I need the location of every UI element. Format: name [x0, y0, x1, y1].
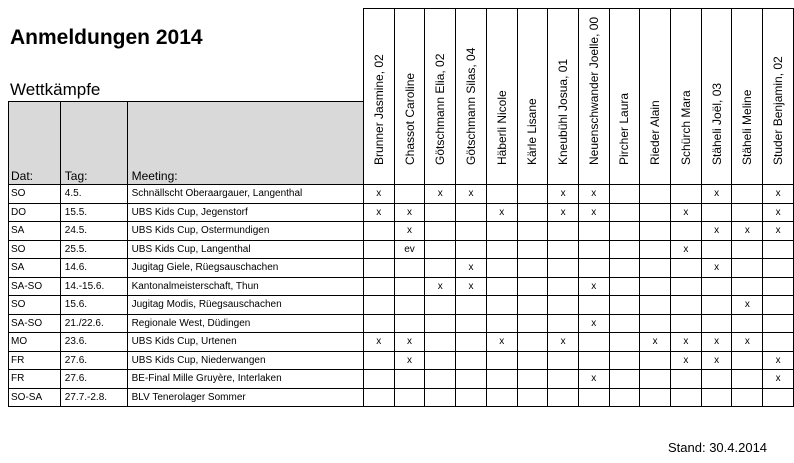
- row-meeting: BE-Final Mille Gruyère, Interlaken: [127, 370, 363, 389]
- registration-mark: [486, 388, 517, 407]
- registration-mark: [701, 314, 732, 333]
- registration-mark: [517, 388, 548, 407]
- registration-mark: x: [394, 351, 425, 370]
- registration-mark: [394, 259, 425, 278]
- registration-mark: [732, 314, 763, 333]
- athlete-name: Rieder Alain: [648, 100, 663, 165]
- registration-mark: [486, 277, 517, 296]
- registration-mark: [671, 185, 702, 204]
- registration-mark: [671, 222, 702, 241]
- registration-mark: [517, 351, 548, 370]
- registration-mark: [548, 370, 579, 389]
- athlete-name: Kneubühl Josua, 01: [556, 58, 571, 165]
- registration-mark: x: [763, 203, 794, 222]
- registration-mark: [578, 333, 609, 352]
- row-day: DO: [9, 203, 61, 222]
- table-row: [9, 203, 794, 222]
- registration-mark: [517, 277, 548, 296]
- registration-mark: [671, 277, 702, 296]
- registration-mark: [640, 203, 671, 222]
- registration-mark: x: [425, 185, 456, 204]
- registration-mark: [732, 259, 763, 278]
- row-meeting: Regionale West, Düdingen: [127, 314, 363, 333]
- registration-mark: [486, 314, 517, 333]
- athlete-header: [609, 9, 640, 185]
- registration-mark: [425, 222, 456, 241]
- athlete-header: [425, 9, 456, 185]
- registration-mark: [732, 203, 763, 222]
- registration-mark: x: [548, 185, 579, 204]
- registration-mark: x: [640, 333, 671, 352]
- row-date: 15.6.: [60, 296, 127, 315]
- row-date: 27.6.: [60, 370, 127, 389]
- row-meeting: Kantonalmeisterschaft, Thun: [127, 277, 363, 296]
- registration-mark: [763, 333, 794, 352]
- registration-mark: [609, 185, 640, 204]
- registration-mark: [456, 222, 487, 241]
- row-meeting: Schnällscht Oberaargauer, Langenthal: [127, 185, 363, 204]
- row-date: 14.-15.6.: [60, 277, 127, 296]
- registration-mark: x: [578, 185, 609, 204]
- registration-mark: x: [486, 333, 517, 352]
- registration-mark: x: [578, 277, 609, 296]
- registration-mark: [732, 240, 763, 259]
- athlete-header: [486, 9, 517, 185]
- row-day: MO: [9, 333, 61, 352]
- registration-mark: [363, 351, 394, 370]
- row-day: FR: [9, 351, 61, 370]
- registration-mark: x: [394, 203, 425, 222]
- athlete-name: Stäheli Meline: [740, 89, 755, 165]
- registration-mark: x: [548, 333, 579, 352]
- registration-mark: [517, 333, 548, 352]
- registration-mark: x: [578, 203, 609, 222]
- registration-mark: [486, 240, 517, 259]
- registration-mark: [609, 203, 640, 222]
- registration-mark: x: [701, 351, 732, 370]
- registration-mark: [609, 222, 640, 241]
- registration-mark: [578, 222, 609, 241]
- athlete-name: Götschmann Silas, 04: [463, 47, 478, 165]
- registration-mark: [640, 370, 671, 389]
- registration-mark: [609, 333, 640, 352]
- registration-mark: [363, 277, 394, 296]
- registration-mark: [456, 370, 487, 389]
- athlete-name: Neuenschwander Joelle, 00: [586, 16, 601, 165]
- table-row: [9, 277, 794, 296]
- athlete-header: [394, 9, 425, 185]
- registration-mark: [548, 277, 579, 296]
- athlete-header: [763, 9, 794, 185]
- registration-mark: [425, 370, 456, 389]
- registration-mark: [425, 351, 456, 370]
- table-row: [9, 222, 794, 241]
- registration-mark: [640, 277, 671, 296]
- column-header-meeting: Meeting:: [127, 102, 363, 185]
- registration-mark: x: [548, 203, 579, 222]
- registration-mark: x: [363, 185, 394, 204]
- row-date: 24.5.: [60, 222, 127, 241]
- registration-mark: [548, 296, 579, 315]
- registration-mark: [548, 240, 579, 259]
- registration-mark: [640, 351, 671, 370]
- registration-mark: [425, 259, 456, 278]
- registration-mark: [363, 240, 394, 259]
- registration-mark: [363, 388, 394, 407]
- registration-mark: [732, 370, 763, 389]
- registration-mark: x: [456, 277, 487, 296]
- registration-mark: [640, 240, 671, 259]
- stand-date: Stand: 30.4.2014: [668, 440, 768, 455]
- table-row: [9, 333, 794, 352]
- athlete-header: [548, 9, 579, 185]
- registration-mark: [701, 388, 732, 407]
- registration-mark: [394, 370, 425, 389]
- registration-table: [8, 8, 794, 407]
- registration-mark: [609, 277, 640, 296]
- registration-mark: [425, 333, 456, 352]
- registration-mark: [578, 388, 609, 407]
- registration-mark: x: [671, 203, 702, 222]
- registration-mark: [732, 388, 763, 407]
- athlete-name: Pircher Laura: [617, 92, 632, 165]
- row-date: 15.5.: [60, 203, 127, 222]
- registration-mark: [456, 240, 487, 259]
- row-meeting: UBS Kids Cup, Langenthal: [127, 240, 363, 259]
- registration-mark: [701, 203, 732, 222]
- registration-mark: [517, 185, 548, 204]
- registration-mark: [456, 296, 487, 315]
- athlete-name: Kärle Lisane: [525, 98, 540, 165]
- athlete-header: [578, 9, 609, 185]
- registration-mark: x: [578, 370, 609, 389]
- table-row: [9, 370, 794, 389]
- column-header-dat: Dat:: [9, 102, 61, 185]
- athlete-name: Götschmann Elia, 02: [433, 53, 448, 165]
- registration-mark: [578, 259, 609, 278]
- registration-mark: [640, 259, 671, 278]
- registration-mark: [763, 314, 794, 333]
- registration-mark: [486, 351, 517, 370]
- athlete-header-row: [9, 9, 794, 102]
- athlete-header: [701, 9, 732, 185]
- registration-mark: [609, 370, 640, 389]
- registration-mark: [548, 388, 579, 407]
- row-date: 25.5.: [60, 240, 127, 259]
- registration-mark: x: [701, 333, 732, 352]
- registration-mark: x: [456, 185, 487, 204]
- registration-mark: [486, 296, 517, 315]
- registration-mark: [486, 185, 517, 204]
- registration-mark: [701, 277, 732, 296]
- row-day: SO-SA: [9, 388, 61, 407]
- registration-mark: x: [671, 351, 702, 370]
- registration-mark: [363, 370, 394, 389]
- registration-mark: [609, 314, 640, 333]
- registration-mark: [425, 240, 456, 259]
- registration-mark: [394, 314, 425, 333]
- row-day: SA: [9, 222, 61, 241]
- registration-mark: [517, 314, 548, 333]
- registration-mark: [578, 351, 609, 370]
- registration-mark: [640, 388, 671, 407]
- row-meeting: UBS Kids Cup, Niederwangen: [127, 351, 363, 370]
- registration-mark: [732, 351, 763, 370]
- registration-mark: [425, 296, 456, 315]
- registration-mark: [763, 240, 794, 259]
- registration-mark: x: [671, 240, 702, 259]
- registration-mark: x: [763, 370, 794, 389]
- registration-mark: [609, 351, 640, 370]
- registration-mark: x: [486, 203, 517, 222]
- athlete-header: [456, 9, 487, 185]
- athlete-name: Brunner Jasmine, 02: [371, 54, 386, 165]
- header-blank: [9, 9, 364, 102]
- row-day: SO: [9, 240, 61, 259]
- registration-mark: [517, 222, 548, 241]
- registration-mark: x: [763, 185, 794, 204]
- row-meeting: UBS Kids Cup, Ostermundigen: [127, 222, 363, 241]
- registration-mark: x: [363, 333, 394, 352]
- registration-mark: [640, 314, 671, 333]
- registration-mark: [701, 296, 732, 315]
- registration-mark: [394, 185, 425, 204]
- registration-mark: x: [732, 333, 763, 352]
- table-row: [9, 185, 794, 204]
- registration-mark: x: [394, 222, 425, 241]
- registration-mark: x: [732, 296, 763, 315]
- registration-mark: [425, 203, 456, 222]
- registration-mark: [701, 240, 732, 259]
- registration-mark: x: [425, 277, 456, 296]
- registration-mark: [548, 351, 579, 370]
- registration-mark: x: [763, 351, 794, 370]
- athlete-header: [363, 9, 394, 185]
- registration-mark: [640, 185, 671, 204]
- registration-mark: [456, 333, 487, 352]
- registration-mark: [671, 314, 702, 333]
- registration-mark: [548, 259, 579, 278]
- registration-mark: [486, 222, 517, 241]
- registration-mark: [763, 388, 794, 407]
- registration-mark: [517, 240, 548, 259]
- registration-mark: [732, 185, 763, 204]
- row-day: SO: [9, 296, 61, 315]
- registration-mark: x: [363, 203, 394, 222]
- subtitle-line: Wettkämpfe: [10, 80, 101, 99]
- row-day: SA-SO: [9, 314, 61, 333]
- row-date: 23.6.: [60, 333, 127, 352]
- registration-mark: x: [701, 185, 732, 204]
- registration-mark: [363, 296, 394, 315]
- registration-mark: [363, 259, 394, 278]
- registration-mark: x: [578, 314, 609, 333]
- registration-mark: x: [701, 222, 732, 241]
- row-meeting: UBS Kids Cup, Jegenstorf: [127, 203, 363, 222]
- registration-mark: ev: [394, 240, 425, 259]
- registration-mark: [456, 203, 487, 222]
- registration-mark: [363, 222, 394, 241]
- row-date: 27.7.-2.8.: [60, 388, 127, 407]
- registration-mark: [671, 259, 702, 278]
- column-header-tag: Tag:: [60, 102, 127, 185]
- registration-mark: [394, 277, 425, 296]
- athlete-name: Häberli Nicole: [494, 90, 509, 165]
- page-title: Anmeldungen 2014: [10, 26, 203, 49]
- row-meeting: Jugitag Modis, Rüegsauschachen: [127, 296, 363, 315]
- registration-mark: [609, 388, 640, 407]
- table-row: [9, 259, 794, 278]
- registration-mark: [548, 314, 579, 333]
- registration-mark: [671, 296, 702, 315]
- row-day: FR: [9, 370, 61, 389]
- registration-mark: [456, 314, 487, 333]
- table-row: [9, 351, 794, 370]
- registration-mark: [671, 370, 702, 389]
- athlete-name: Stäheli Joël, 03: [709, 82, 724, 165]
- registration-mark: x: [671, 333, 702, 352]
- athlete-name: Studer Benjamin, 02: [771, 56, 786, 165]
- registration-mark: [486, 370, 517, 389]
- athlete-name: Chassot Caroline: [402, 72, 417, 165]
- table-row: [9, 240, 794, 259]
- row-meeting: Jugitag Giele, Rüegsauschachen: [127, 259, 363, 278]
- row-day: SA-SO: [9, 277, 61, 296]
- athlete-header: [517, 9, 548, 185]
- table-row: [9, 314, 794, 333]
- registration-mark: [671, 388, 702, 407]
- registration-mark: [363, 314, 394, 333]
- registration-mark: x: [763, 222, 794, 241]
- registration-mark: [578, 240, 609, 259]
- registration-mark: [517, 203, 548, 222]
- registration-mark: [517, 296, 548, 315]
- athlete-header: [640, 9, 671, 185]
- registration-mark: [701, 370, 732, 389]
- registration-mark: x: [456, 259, 487, 278]
- registration-mark: [763, 296, 794, 315]
- registration-mark: [548, 222, 579, 241]
- registration-mark: [394, 296, 425, 315]
- registration-mark: [486, 259, 517, 278]
- table-row: [9, 296, 794, 315]
- registration-mark: [517, 259, 548, 278]
- registration-mark: [640, 222, 671, 241]
- registration-mark: [609, 240, 640, 259]
- row-day: SO: [9, 185, 61, 204]
- row-date: 4.5.: [60, 185, 127, 204]
- registration-mark: [517, 370, 548, 389]
- table-row: [9, 388, 794, 407]
- registration-mark: [763, 259, 794, 278]
- registration-mark: [425, 314, 456, 333]
- registration-mark: [394, 388, 425, 407]
- athlete-name: Schürch Mara: [678, 90, 693, 165]
- registration-mark: x: [394, 333, 425, 352]
- registration-mark: [578, 296, 609, 315]
- registration-mark: [456, 351, 487, 370]
- registration-mark: [456, 388, 487, 407]
- row-meeting: BLV Tenerolager Sommer: [127, 388, 363, 407]
- registration-mark: [640, 296, 671, 315]
- row-date: 14.6.: [60, 259, 127, 278]
- registration-mark: x: [732, 222, 763, 241]
- row-meeting: UBS Kids Cup, Urtenen: [127, 333, 363, 352]
- registration-mark: x: [701, 259, 732, 278]
- row-day: SA: [9, 259, 61, 278]
- row-date: 27.6.: [60, 351, 127, 370]
- registration-mark: [609, 296, 640, 315]
- registration-mark: [609, 259, 640, 278]
- row-date: 21./22.6.: [60, 314, 127, 333]
- athlete-header: [732, 9, 763, 185]
- registration-mark: [763, 277, 794, 296]
- registration-mark: [732, 277, 763, 296]
- registration-mark: [425, 388, 456, 407]
- athlete-header: [671, 9, 702, 185]
